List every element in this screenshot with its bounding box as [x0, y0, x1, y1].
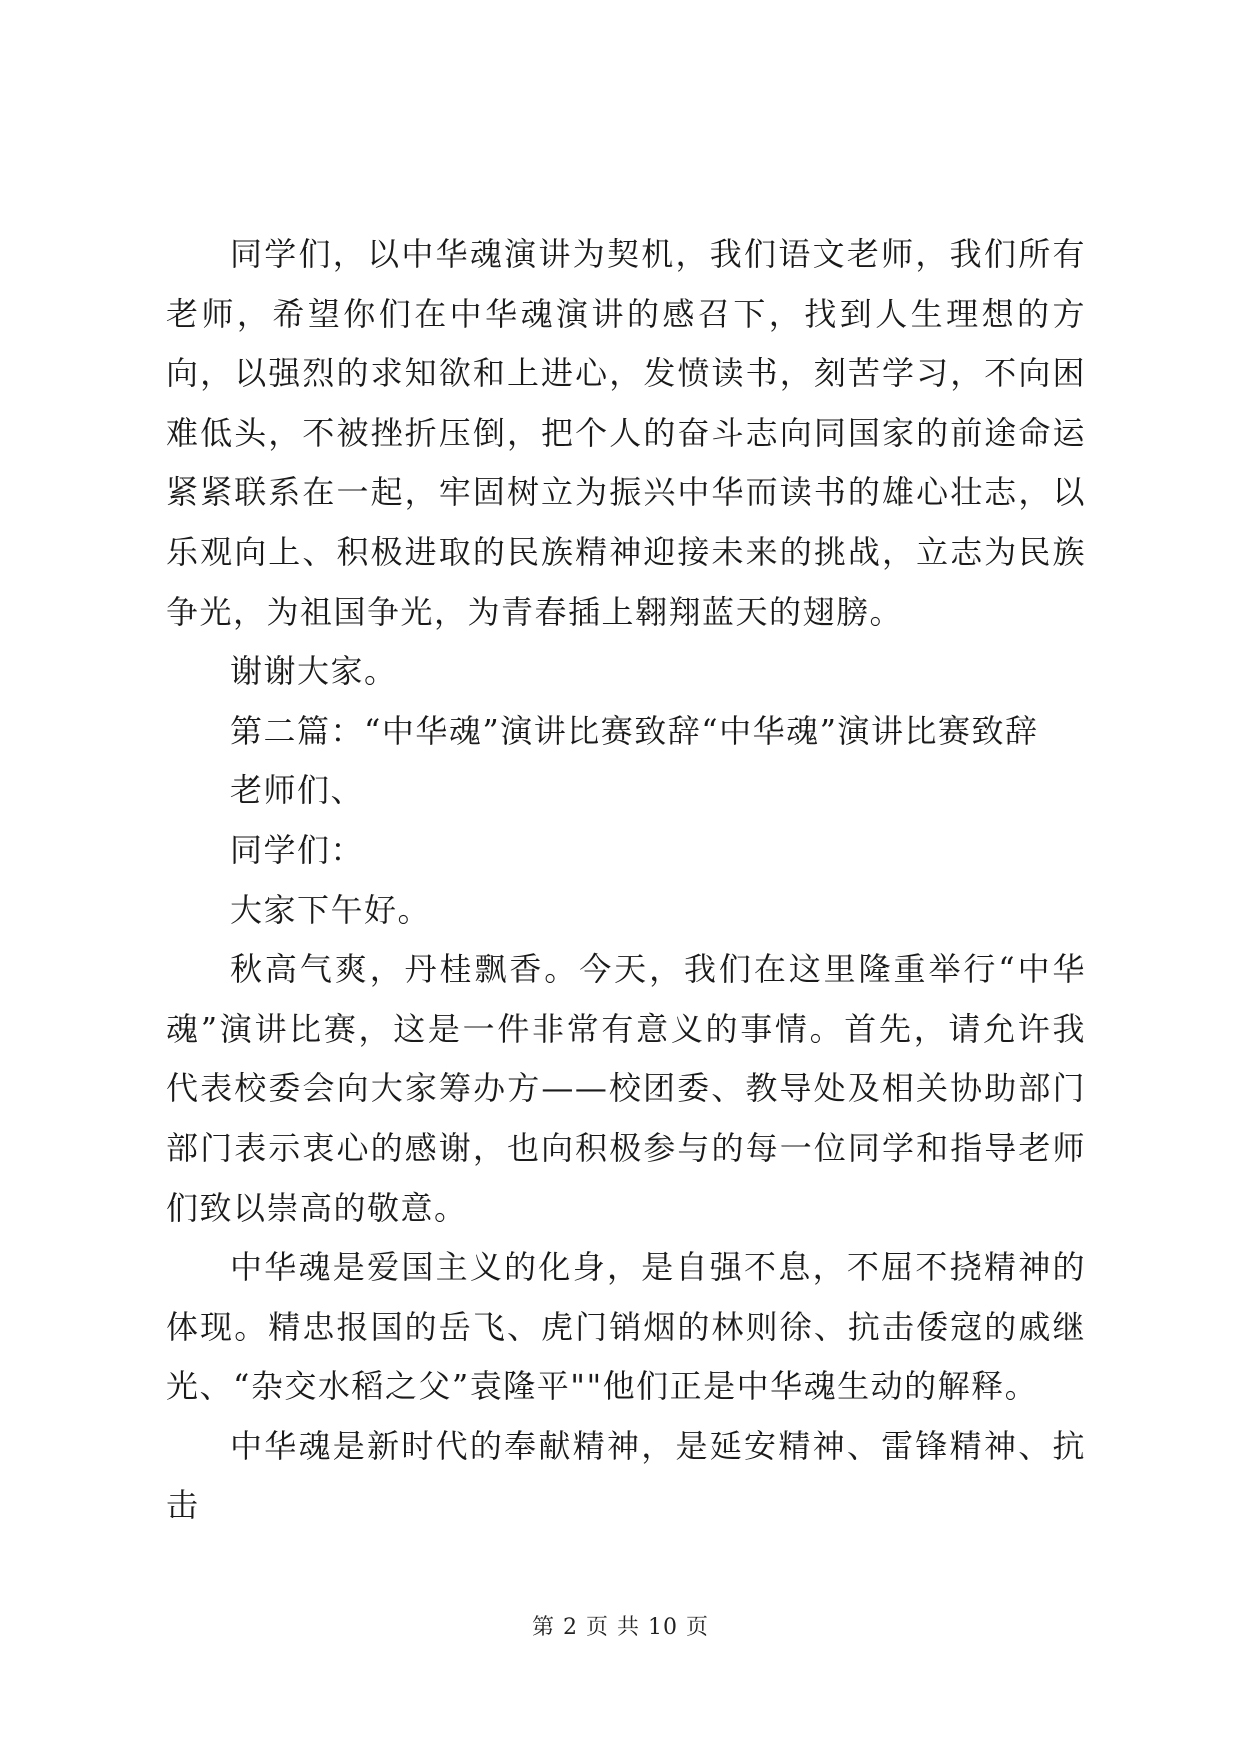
paragraph-4-salutation: 老师们、	[230, 771, 365, 810]
paragraph-2: 谢谢大家。	[230, 652, 398, 691]
paragraph-5-salutation: 同学们：	[230, 830, 365, 869]
document-body	[166, 225, 1086, 1536]
paragraph-8: 中华魂是爱国主义的化身，是自强不息，不屈不挠精神的体现。精忠报国的岳飞、虎门销烟的林则徐、抗击倭寇的戚继光、“杂交水稻之父”袁隆平""他们正是中华魂生动的解释。	[166, 1248, 1086, 1406]
paragraph-7: 秋高气爽，丹桂飘香。今天，我们在这里隆重举行“中华魂”演讲比赛，这是一件非常有意义的事情。首先，请允许我代表校委会向大家筹办方——校团委、教导处及相关协助部门部门表示衷心的感谢，也向积极参与的每一位同学和指导老师们致以崇高的敬意。	[166, 950, 1086, 1227]
paragraph-3-section-heading: 第二篇：“中华魂”演讲比赛致辞“中华魂”演讲比赛致辞	[230, 711, 1039, 750]
page-number-footer: 第 2 页 共 10 页	[532, 1615, 709, 1640]
paragraph-1: 同学们，以中华魂演讲为契机，我们语文老师，我们所有老师，希望你们在中华魂演讲的感召下，找到人生理想的方向，以强烈的求知欲和上进心，发愤读书，刻苦学习，不向困难低头，不被挫折压倒，把个人的奋斗志向同国家的前途命运紧紧联系在一起，牢固树立为振兴中华而读书的雄心壮志，以乐观向上、积极进取的民族精神迎接未来的挑战，立志为民族争光，为祖国争光，为青春插上翱翔蓝天的翅膀。	[166, 235, 1086, 631]
paragraph-9: 中华魂是新时代的奉献精神，是延安精神、雷锋精神、抗击	[166, 1426, 1086, 1525]
paragraph-6-greeting: 大家下午好。	[230, 890, 432, 929]
